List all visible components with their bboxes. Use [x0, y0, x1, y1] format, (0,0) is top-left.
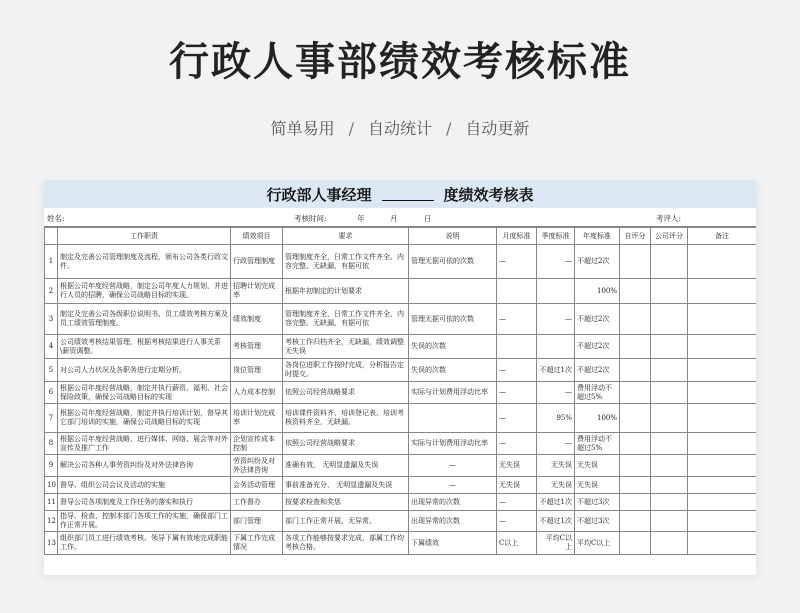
note-cell: 管理无据可依的次数: [409, 304, 497, 335]
feature-easy-use: 简单易用: [270, 119, 335, 138]
requirement-cell: 准确有效， 无明显遗漏及失误: [283, 455, 409, 477]
monthly-cell: —: [497, 511, 537, 532]
row-number: 9: [45, 455, 58, 477]
requirement-cell: 按要求检查和奖惩: [283, 494, 409, 511]
self-score-cell: [620, 359, 651, 382]
table-body: [45, 245, 757, 555]
spreadsheet-preview: [44, 180, 756, 575]
sheet-meta-row: [44, 208, 756, 227]
yearly-cell: 无失误: [575, 477, 620, 494]
remarks-cell: [688, 359, 757, 382]
duty-cell: 督导公司各项制度及工作任务的落实和执行: [58, 494, 231, 511]
self-score-cell: [620, 433, 651, 455]
table-row: [45, 433, 757, 455]
self-score-cell: [620, 404, 651, 433]
self-score-cell: [620, 532, 651, 555]
monthly-cell: —: [497, 245, 537, 279]
remarks-cell: [688, 477, 757, 494]
yearly-cell: 100%: [575, 279, 620, 304]
table-header-row: [45, 228, 757, 245]
self-score-cell: [620, 279, 651, 304]
yearly-cell: 无失误: [575, 455, 620, 477]
row-number: 5: [45, 359, 58, 382]
remarks-cell: [688, 494, 757, 511]
quarterly-cell: 无失误: [537, 477, 575, 494]
day-label: 日: [424, 214, 432, 223]
quarterly-cell: [537, 279, 575, 304]
requirement-cell: 培训课件资料齐、培训登记表、培训考核资料齐全，无缺漏。: [283, 404, 409, 433]
self-score-cell: [620, 335, 651, 359]
item-cell: 劳资纠纷及对外法律咨询: [231, 455, 283, 477]
assessment-table: [44, 227, 756, 555]
table-row: [45, 494, 757, 511]
requirement-cell: 部门工作正常开展，无异常。: [283, 511, 409, 532]
yearly-cell: 不超过2次: [575, 335, 620, 359]
remarks-cell: [688, 335, 757, 359]
remarks-cell: [688, 279, 757, 304]
self-score-cell: [620, 477, 651, 494]
note-cell: 下属绩效: [409, 532, 497, 555]
yearly-cell: 费用浮动不超过5%: [575, 382, 620, 404]
requirement-cell: 依照公司经营战略要求: [283, 382, 409, 404]
note-cell: 实际与计划费用浮动比率: [409, 382, 497, 404]
duty-cell: 公司绩效考核结果管理，根据考核结果进行人事关系\薪资调整。: [58, 335, 231, 359]
col-header-yearly: 年度标准: [575, 228, 620, 245]
table-row: [45, 359, 757, 382]
company-score-cell: [651, 404, 688, 433]
item-cell: 招聘计划完成率: [231, 279, 283, 304]
yearly-cell: 平均C以上: [575, 532, 620, 555]
table-row: [45, 279, 757, 304]
company-score-cell: [651, 433, 688, 455]
yearly-cell: 费用浮动不超过5%: [575, 433, 620, 455]
assessor-label: 考评人:: [656, 214, 682, 223]
monthly-cell: —: [497, 433, 537, 455]
table-row: [45, 455, 757, 477]
monthly-cell: [497, 279, 537, 304]
feature-auto-update: 自动更新: [465, 119, 530, 138]
duty-cell: 解决公司各种人事劳资纠纷及对外法律咨询: [58, 455, 231, 477]
self-score-cell: [620, 382, 651, 404]
duty-cell: 制定及完善公司管理制度及流程，颁布公司各类行政文件。: [58, 245, 231, 279]
monthly-cell: —: [497, 494, 537, 511]
monthly-cell: 无失误: [497, 455, 537, 477]
company-score-cell: [651, 359, 688, 382]
requirement-cell: 管理制度齐全，日常工作文件齐全、内容完整、无缺漏，有据可依: [283, 245, 409, 279]
requirement-cell: 事前准备充分， 无明显遗漏及失误: [283, 477, 409, 494]
company-score-cell: [651, 245, 688, 279]
self-score-cell: [620, 304, 651, 335]
duty-cell: 根据公司年度经营战略，进行媒体、网络、展会等对外宣传及推广工作: [58, 433, 231, 455]
name-label: 姓名:: [47, 214, 65, 223]
item-cell: 工作督办: [231, 494, 283, 511]
quarterly-cell: —: [537, 245, 575, 279]
quarterly-cell: 平均C以上: [537, 532, 575, 555]
note-cell: 失误的次数: [409, 335, 497, 359]
remarks-cell: [688, 532, 757, 555]
remarks-cell: [688, 404, 757, 433]
col-header-self-score: 自评分: [620, 228, 651, 245]
duty-cell: 组织部门员工进行绩效考核、领导下属有效地完成职能工作。: [58, 532, 231, 555]
monthly-cell: 无失误: [497, 477, 537, 494]
table-row: [45, 382, 757, 404]
requirement-cell: 根据年初制定的计划要求: [283, 279, 409, 304]
item-cell: 行政管理制度: [231, 245, 283, 279]
self-score-cell: [620, 455, 651, 477]
row-number: 4: [45, 335, 58, 359]
note-cell: 失误的次数: [409, 359, 497, 382]
title-blank-line: [382, 188, 434, 201]
quarterly-cell: 不超过1次: [537, 494, 575, 511]
quarterly-cell: [537, 335, 575, 359]
row-number: 8: [45, 433, 58, 455]
quarterly-cell: —: [537, 433, 575, 455]
col-header-monthly: 月度标准: [497, 228, 537, 245]
quarterly-cell: 95%: [537, 404, 575, 433]
row-number: 1: [45, 245, 58, 279]
row-number: 2: [45, 279, 58, 304]
note-cell: 管理无据可依的次数: [409, 245, 497, 279]
company-score-cell: [651, 532, 688, 555]
quarterly-cell: 不超过1次: [537, 359, 575, 382]
requirement-cell: 依照公司经营战略要求: [283, 433, 409, 455]
table-row: [45, 245, 757, 279]
company-score-cell: [651, 382, 688, 404]
company-score-cell: [651, 494, 688, 511]
col-header-item: 绩效项目: [231, 228, 283, 245]
requirement-cell: 考核工作归档齐全，无缺漏，绩效调整无失误: [283, 335, 409, 359]
feature-auto-stats: 自动统计: [367, 119, 432, 138]
company-score-cell: [651, 335, 688, 359]
page-title: 行政人事部绩效考核标准: [169, 39, 631, 85]
remarks-cell: [688, 511, 757, 532]
col-header-quarterly: 季度标准: [537, 228, 575, 245]
col-header-note: 说明: [409, 228, 497, 245]
yearly-cell: 不超过2次: [575, 245, 620, 279]
requirement-cell: 各岗位进职工作按时完成，分析报告定时提交。: [283, 359, 409, 382]
quarterly-cell: —: [537, 382, 575, 404]
monthly-cell: —: [497, 404, 537, 433]
row-number: 10: [45, 477, 58, 494]
col-header-requirement: 要求: [283, 228, 409, 245]
company-score-cell: [651, 304, 688, 335]
remarks-cell: [688, 433, 757, 455]
monthly-cell: —: [497, 359, 537, 382]
item-cell: 部门管理: [231, 511, 283, 532]
item-cell: 考核管理: [231, 335, 283, 359]
year-label: 年: [357, 214, 365, 223]
table-row: [45, 335, 757, 359]
col-header-company-score: 公司评分: [651, 228, 688, 245]
remarks-cell: [688, 245, 757, 279]
row-number: 11: [45, 494, 58, 511]
table-row: [45, 477, 757, 494]
monthly-cell: —: [497, 304, 537, 335]
item-cell: 岗位管理: [231, 359, 283, 382]
duty-cell: 督导、组织公司会议及活动的实施: [58, 477, 231, 494]
note-cell: [409, 279, 497, 304]
quarterly-cell: 不超过1次: [537, 511, 575, 532]
item-cell: 培训计划完成率: [231, 404, 283, 433]
item-cell: 下属工作完成情况: [231, 532, 283, 555]
note-cell: [409, 404, 497, 433]
item-cell: 人力成本控制: [231, 382, 283, 404]
row-number: 3: [45, 304, 58, 335]
self-score-cell: [620, 511, 651, 532]
row-number: 6: [45, 382, 58, 404]
company-score-cell: [651, 279, 688, 304]
yearly-cell: 不超过2次: [575, 304, 620, 335]
remarks-cell: [688, 304, 757, 335]
note-cell: —: [409, 455, 497, 477]
quarterly-cell: —: [537, 304, 575, 335]
item-cell: 绩效制度: [231, 304, 283, 335]
remarks-cell: [688, 455, 757, 477]
col-header-duty: 工作职责: [58, 228, 231, 245]
col-header-remarks: 备注: [688, 228, 757, 245]
monthly-cell: C以上: [497, 532, 537, 555]
requirement-cell: 管理制度齐全，日常工作文件齐全、内容完整、无缺漏，有据可依: [283, 304, 409, 335]
note-cell: 出现异常的次数: [409, 494, 497, 511]
month-label: 月: [390, 214, 398, 223]
separator: /: [348, 119, 354, 138]
note-cell: 实际与计划费用浮动比率: [409, 433, 497, 455]
row-number: 12: [45, 511, 58, 532]
yearly-cell: 100%: [575, 404, 620, 433]
monthly-cell: —: [497, 382, 537, 404]
self-score-cell: [620, 494, 651, 511]
company-score-cell: [651, 455, 688, 477]
row-number: 7: [45, 404, 58, 433]
note-cell: 出现异常的次数: [409, 511, 497, 532]
remarks-cell: [688, 382, 757, 404]
sheet-title: [44, 180, 756, 208]
duty-cell: 根据公司年度经营战略，制定并执行培训计划，督导其它部门培训的实施，确保公司战略目标的实现: [58, 404, 231, 433]
yearly-cell: 不超过2次: [575, 359, 620, 382]
item-cell: 企划宣传成本控制: [231, 433, 283, 455]
company-score-cell: [651, 477, 688, 494]
quarterly-cell: 无失误: [537, 455, 575, 477]
note-cell: —: [409, 477, 497, 494]
item-cell: 会务活动管理: [231, 477, 283, 494]
table-row: [45, 304, 757, 335]
duty-cell: 制定及完善公司各级职位说明书、员工绩效考核方案及员工绩效管理制度。: [58, 304, 231, 335]
duty-cell: 对公司人力状况及各职务进行定期分析。: [58, 359, 231, 382]
row-number: 13: [45, 532, 58, 555]
duty-cell: 根据公司年度经营战略，制定公司年度人力规划，并进行人员的招聘，确保公司战略目标的实现。: [58, 279, 231, 304]
sheet-title-suffix: 度绩效考核表: [443, 185, 534, 204]
duty-cell: 根据公司年度经营战略，制定并执行薪资、福利、社会保险政策，确保公司战略目标的实现: [58, 382, 231, 404]
duty-cell: 指导、检查、控制本部门各项工作的实施，确保部门工作正常开展。: [58, 511, 231, 532]
period-label: 考核时间:: [294, 214, 327, 223]
yearly-cell: 不超过3次: [575, 511, 620, 532]
table-row: [45, 532, 757, 555]
separator: /: [446, 119, 452, 138]
yearly-cell: 不超过3次: [575, 494, 620, 511]
table-row: [45, 511, 757, 532]
company-score-cell: [651, 511, 688, 532]
col-header-no: [45, 228, 58, 245]
self-score-cell: [620, 245, 651, 279]
monthly-cell: [497, 335, 537, 359]
table-row: [45, 404, 757, 433]
feature-tagline: [0, 116, 800, 139]
sheet-title-prefix: 行政部人事经理: [266, 185, 372, 204]
requirement-cell: 各项工作能够按要求完成，部属工作均考核合格。: [283, 532, 409, 555]
